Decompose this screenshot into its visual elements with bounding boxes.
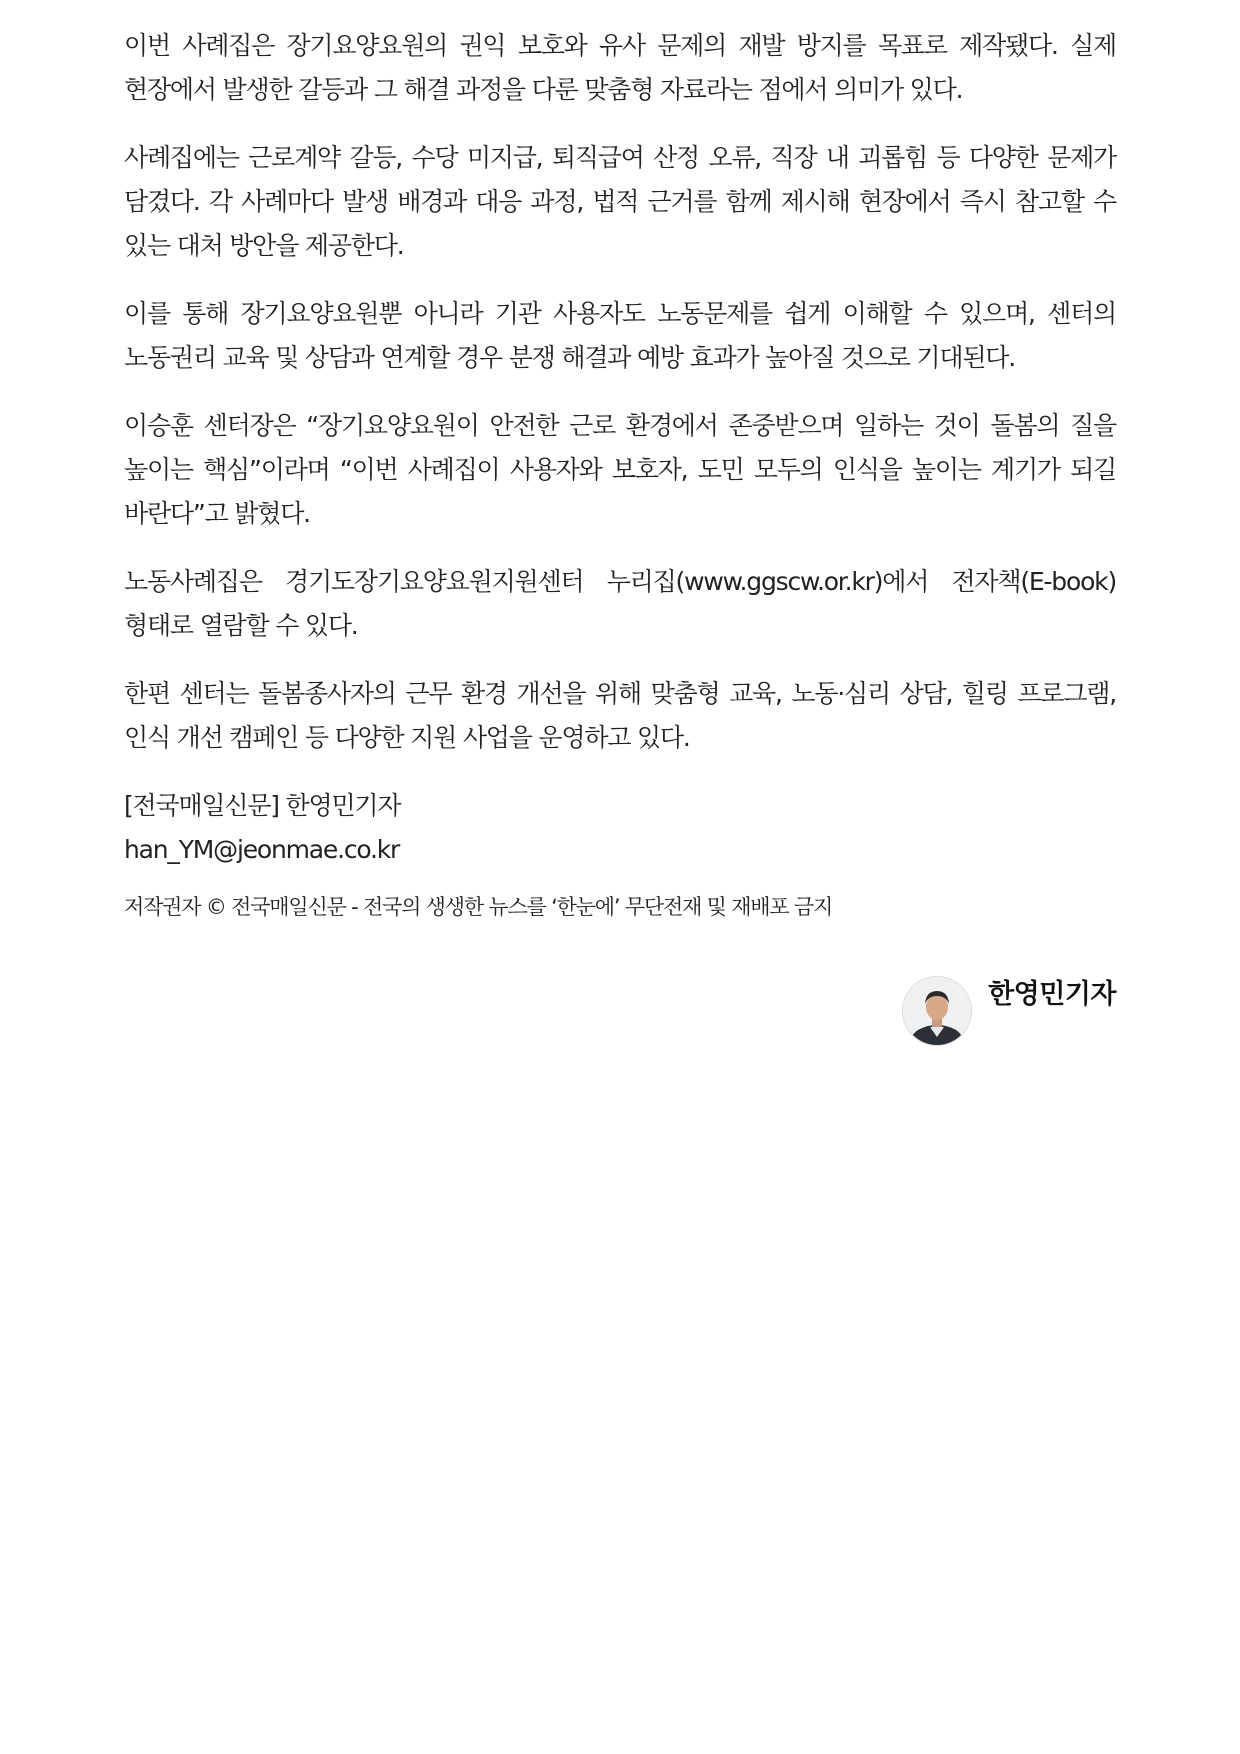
byline: [전국매일신문] 한영민기자 [124, 791, 401, 820]
article-body [124, 24, 1116, 922]
author-name[interactable]: 한영민기자 [988, 979, 1116, 1010]
article-paragraph: 이승훈 센터장은 “장기요양요원이 안전한 근로 환경에서 존중받으며 일하는 것이 돌봄의 질을 높이는 핵심”이라며 “이번 사례집이 사용자와 보호자, 도민 모두의 인식을 높이는 계기가 되길 바란다”고 밝혔다. [124, 411, 1116, 528]
reporter-photo-icon [902, 976, 972, 1046]
article-paragraph: 노동사례집은 경기도장기요양요원지원센터 누리집(www.ggscw.or.kr)에서 전자책(E-book) 형태로 열람할 수 있다. [124, 567, 1116, 640]
author-email: han_YM@jeonmae.co.kr [124, 835, 400, 864]
copyright-notice: 저작권자 © 전국매일신문 - 전국의 생생한 뉴스를 ‘한눈에’ 무단전재 및 재배포 금지 [124, 895, 833, 919]
article-paragraph: 사례집에는 근로계약 갈등, 수당 미지급, 퇴직급여 산정 오류, 직장 내 괴롭힘 등 다양한 문제가 담겼다. 각 사례마다 발생 배경과 대응 과정, 법적 근거를 함께 제시해 현장에서 즉시 참고할 수 있는 대처 방안을 제공한다. [124, 143, 1116, 260]
article-paragraph: 한편 센터는 돌봄종사자의 근무 환경 개선을 위해 맞춤형 교육, 노동·심리 상담, 힐링 프로그램, 인식 개선 캠페인 등 다양한 지원 사업을 운영하고 있다. [124, 679, 1116, 752]
article-paragraph: 이번 사례집은 장기요양요원의 권익 보호와 유사 문제의 재발 방지를 목표로 제작됐다. 실제 현장에서 발생한 갈등과 그 해결 과정을 다룬 맞춤형 자료라는 점에서 의미가 있다. [124, 31, 1116, 104]
article-paragraph: 이를 통해 장기요양요원뿐 아니라 기관 사용자도 노동문제를 쉽게 이해할 수 있으며, 센터의 노동권리 교육 및 상담과 연계할 경우 분쟁 해결과 예방 효과가 높아질 것으로 기대된다. [124, 299, 1116, 372]
author-card[interactable] [902, 976, 1116, 1046]
